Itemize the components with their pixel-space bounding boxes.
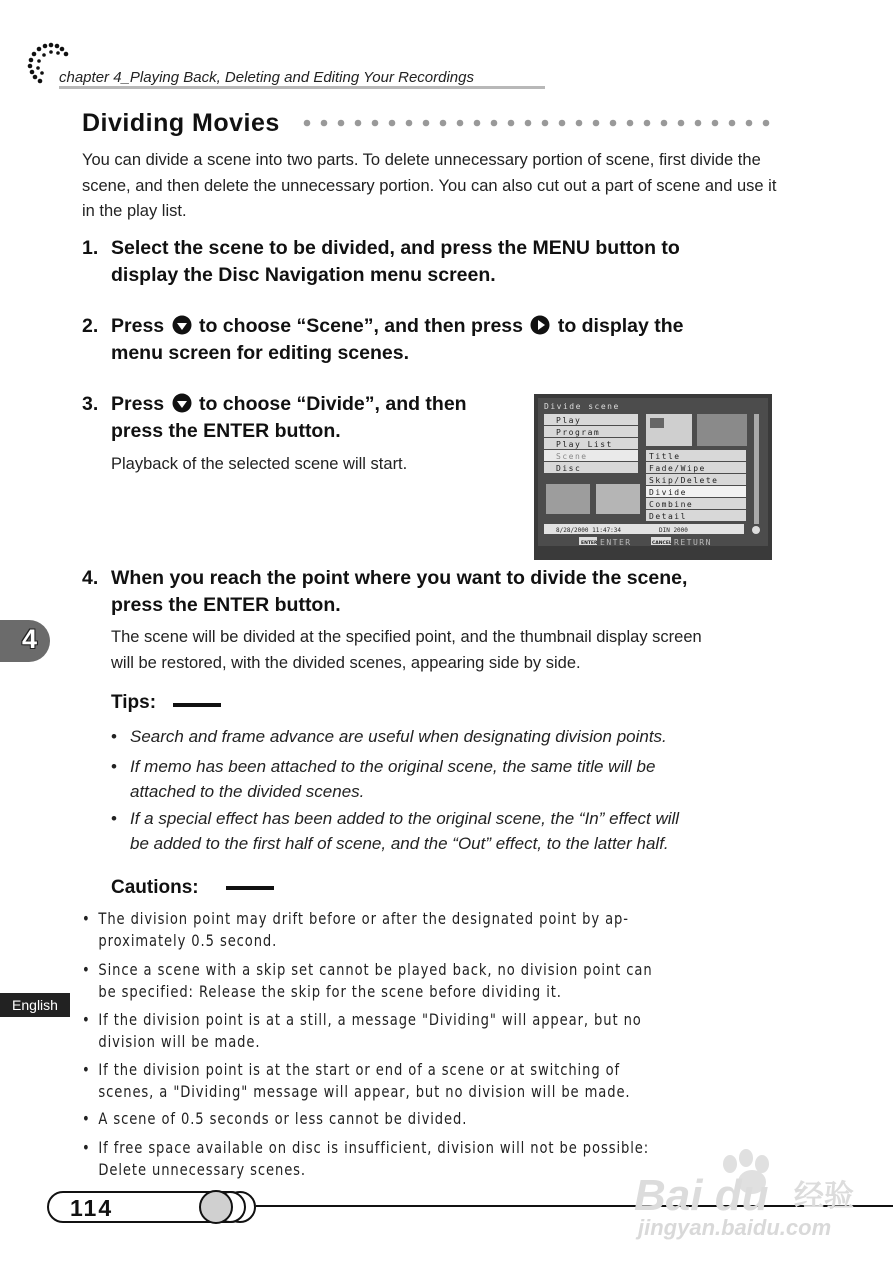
caution-line: If free space available on disc is insufficient, division will not be possible:: [98, 1138, 650, 1157]
step-number: 3.: [82, 393, 99, 415]
step-number: 2.: [82, 315, 99, 337]
page-title: Dividing Movies: [82, 109, 280, 137]
caution-line: scenes, a "Dividing" message will appear, but no division will be made.: [98, 1082, 631, 1101]
screen-title: Divide scene: [544, 402, 620, 411]
caution-line: If the division point is at a still, a message "Dividing" will appear, but no: [98, 1010, 642, 1029]
caution-item: • If the division point is at the start or end of a scene or at switching of scenes, a "Dividing" message will appear, but no division will be made.: [82, 1059, 763, 1103]
step-description: The scene will be divided at the specified point, and the thumbnail display screen: [111, 628, 702, 646]
submenu-fade-wipe: Fade/Wipe: [649, 464, 706, 473]
step-1: [82, 235, 782, 291]
step-4: [82, 565, 787, 675]
step-description: Playback of the selected scene will start.: [111, 455, 408, 473]
cancel-key-icon: CANCEL: [652, 541, 672, 546]
step-text: Press: [111, 393, 165, 415]
step-3: [82, 391, 522, 481]
submenu-detail: Detail: [649, 512, 687, 521]
tip-line: If a special effect has been added to the original scene, the “In” effect will: [130, 809, 680, 828]
header-rule: [59, 86, 545, 89]
caution-item: • If the division point is at a still, a message "Dividing" will appear, but no division will be made.: [82, 1009, 763, 1053]
title-dot-leader: [303, 117, 775, 129]
caution-line: proximately 0.5 second.: [98, 931, 278, 950]
menu-item-scene: Scene: [556, 452, 588, 461]
tip-line: Search and frame advance are useful when designating division points.: [130, 727, 667, 746]
submenu-combine: Combine: [649, 500, 694, 509]
caution-line: If the division point is at the start or end of a scene or at switching of: [98, 1060, 621, 1079]
menu-item-play-list: Play List: [556, 440, 613, 449]
cautions-label: Cautions:: [111, 877, 199, 898]
caution-line: be specified: Release the skip for the scene before dividing it.: [98, 982, 562, 1001]
menu-item-program: Program: [556, 428, 601, 437]
step-line: press the ENTER button.: [111, 594, 341, 616]
tip-line: be added to the first half of scene, and the “Out” effect, to the latter half.: [130, 834, 669, 853]
step-number: 1.: [82, 237, 99, 259]
caution-item: • Since a scene with a skip set cannot be played back, no division point can be specified: Release the skip for the scene before dividing it.: [82, 959, 763, 1003]
enter-key-icon: ENTER: [581, 541, 598, 546]
watermark-brand-cn: 经验: [794, 1179, 854, 1214]
language-tab: English: [0, 993, 70, 1017]
step-line: press the ENTER button.: [111, 420, 341, 442]
disc-navigation-screenshot: [534, 394, 772, 560]
caution-line: Delete unnecessary scenes.: [98, 1160, 306, 1179]
down-button-icon: [172, 393, 192, 413]
tip-item: • If a special effect has been added to the original scene, the “In” effect will be added to the first half of scene, and the “Out” effect, to the latter half.: [111, 806, 761, 856]
step-text: to display the: [557, 315, 684, 337]
step-line: menu screen for editing scenes.: [111, 342, 410, 364]
page-number: 114: [70, 1195, 114, 1221]
footer-circles-icon: [196, 1188, 260, 1226]
step-line: When you reach the point where you want to divide the scene,: [111, 567, 688, 589]
step-text: Press: [111, 315, 165, 337]
submenu-divide: Divide: [649, 488, 687, 497]
step-description: will be restored, with the divided scenes, appearing side by side.: [111, 654, 581, 672]
step-line: [111, 313, 684, 340]
watermark-url: jingyan.baidu.com: [638, 1215, 832, 1240]
caution-line: Since a scene with a skip set cannot be played back, no division point can: [98, 960, 653, 979]
caution-line: division will be made.: [98, 1032, 261, 1051]
step-line: display the Disc Navigation menu screen.: [111, 264, 496, 286]
step-line: [111, 391, 467, 418]
right-button-icon: [530, 315, 550, 335]
intro-paragraph: You can divide a scene into two parts. To delete unnecessary portion of scene, first divide the scene, and then delete the unnecessary portion. You can also cut out a part of scene and use it in the play list.: [82, 151, 777, 220]
tip-line: If memo has been attached to the original scene, the same title will be: [130, 757, 656, 776]
screen-date-time: 8/28/2000 11:47:34: [556, 527, 622, 534]
caution-item: • If free space available on disc is insufficient, division will not be possible: Delete unnecessary scenes.: [82, 1137, 763, 1181]
screen-frame-label: DIN 2000: [659, 527, 688, 534]
step-text: to choose “Scene”, and then press: [198, 315, 523, 337]
menu-item-play: Play: [556, 416, 582, 425]
caution-item: • A scene of 0.5 seconds or less cannot be divided.: [82, 1108, 763, 1130]
step-number: 4.: [82, 567, 99, 589]
step-line: Select the scene to be divided, and press the MENU button to: [111, 237, 680, 259]
tip-line: attached to the divided scenes.: [130, 782, 365, 801]
caution-line: A scene of 0.5 seconds or less cannot be divided.: [98, 1109, 468, 1128]
screen-footer-return: RETURN: [674, 538, 712, 547]
caution-line: The division point may drift before or after the designated point by ap-: [98, 909, 629, 928]
menu-item-disc: Disc: [556, 464, 582, 473]
screen-footer-enter: ENTER: [600, 538, 632, 547]
cautions-rule: [226, 886, 274, 890]
step-text: to choose “Divide”, and then: [198, 393, 467, 415]
chapter-header: chapter 4_Playing Back, Deleting and Editing Your Recordings: [59, 69, 474, 86]
tip-item: • Search and frame advance are useful when designating division points.: [111, 724, 761, 749]
watermark-brand: Bai du: [634, 1171, 769, 1220]
tip-item: • If memo has been attached to the original scene, the same title will be attached to the divided scenes.: [111, 754, 761, 804]
caution-item: • The division point may drift before or after the designated point by ap- proximately 0.5 second.: [82, 908, 763, 952]
chapter-tab-number: 4: [22, 624, 38, 654]
tips-label: Tips:: [111, 692, 157, 713]
tips-rule: [173, 703, 221, 707]
down-button-icon: [172, 315, 192, 335]
submenu-title: Title: [649, 452, 681, 461]
submenu-skip-delete: Skip/Delete: [649, 476, 719, 485]
step-2: [82, 313, 782, 369]
